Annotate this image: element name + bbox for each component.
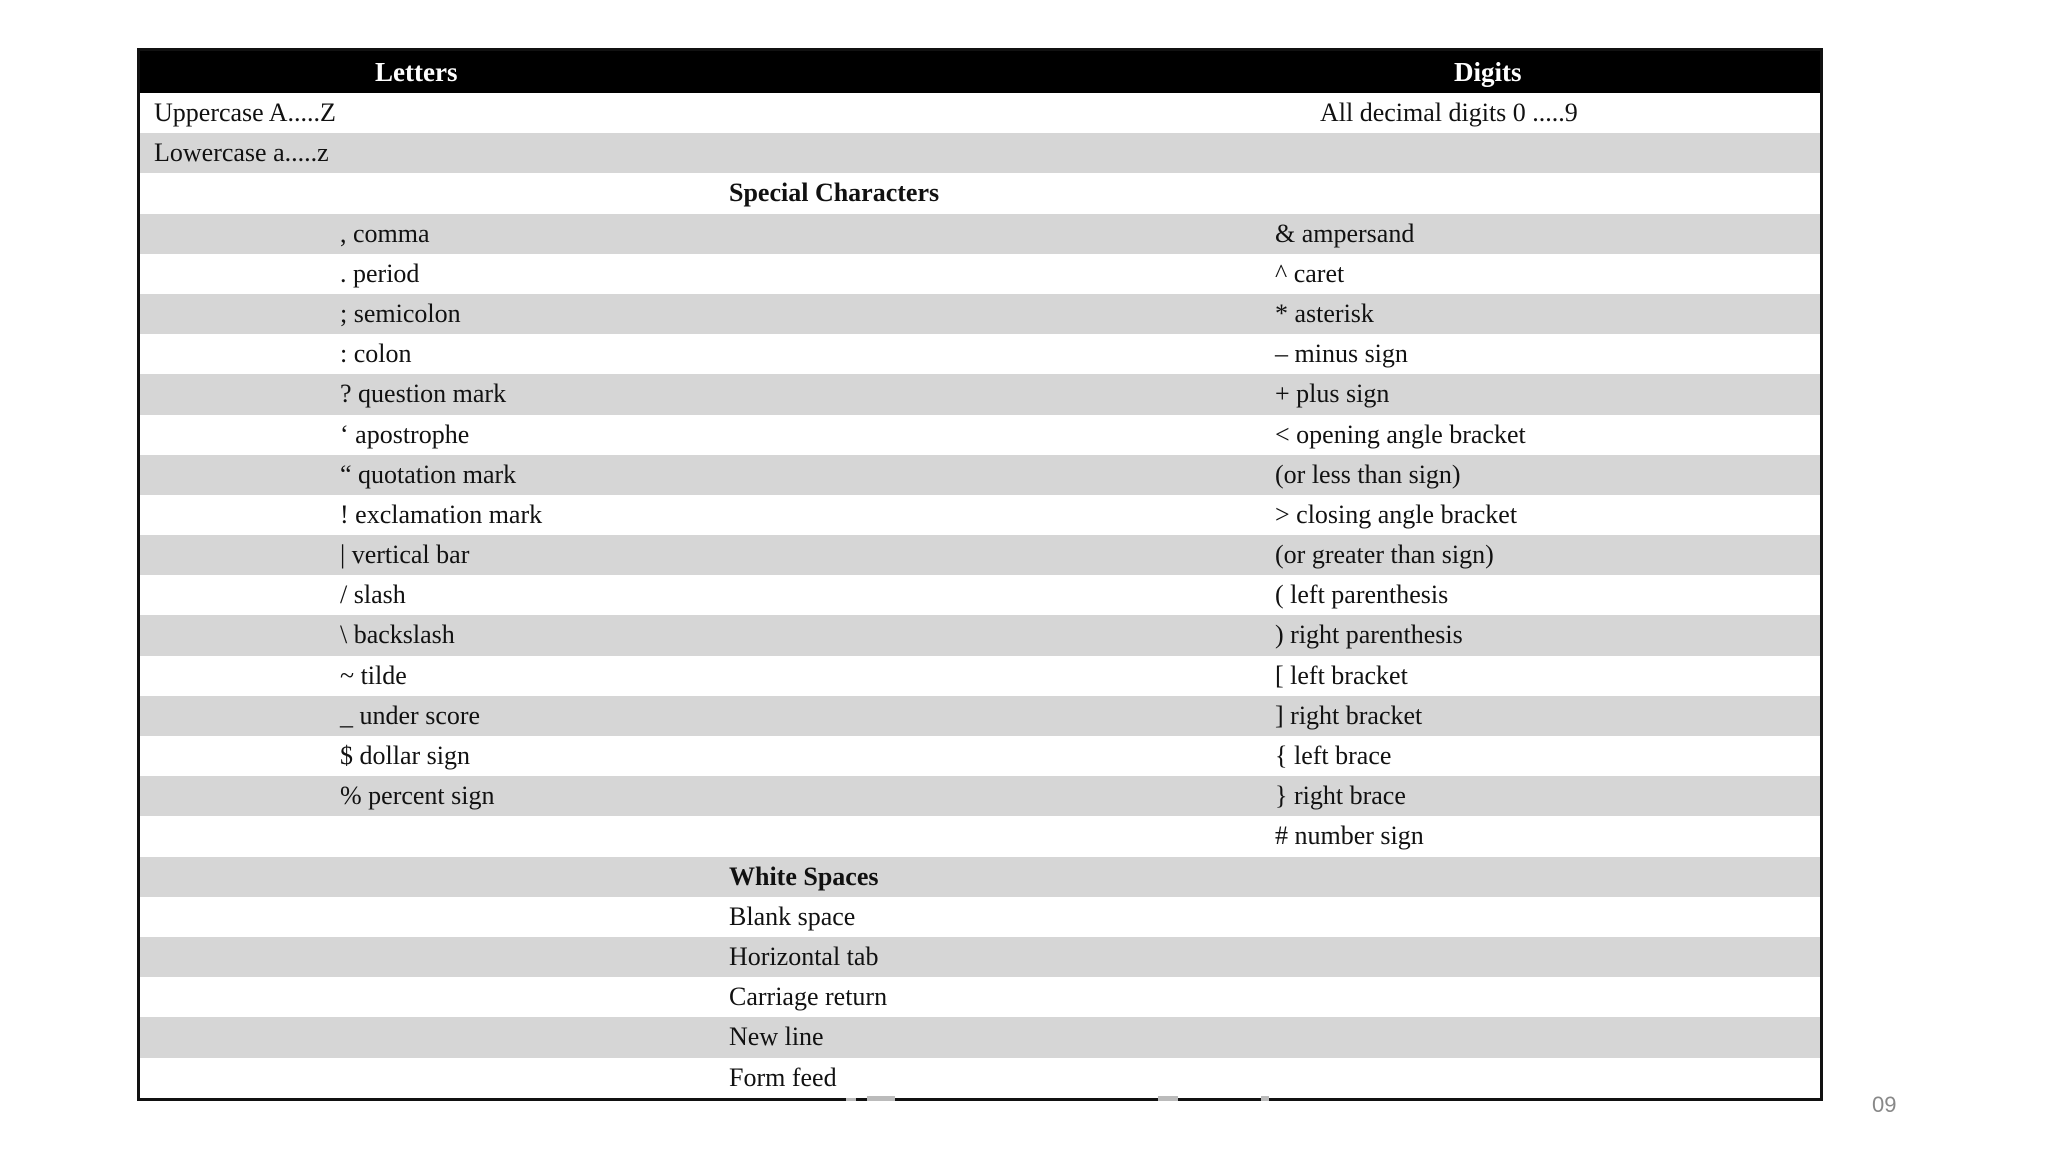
cell-left: : colon: [340, 339, 412, 369]
cell-left: ! exclamation mark: [340, 499, 543, 529]
cell-left: ~ tilde: [340, 660, 407, 690]
header-letters: Letters: [375, 57, 458, 87]
character-set-table: [137, 48, 1823, 1101]
cell-digits: All decimal digits 0 .....9: [1320, 98, 1578, 127]
cell-left: “ quotation mark: [340, 459, 517, 489]
table-header: [140, 51, 1820, 93]
section-row-special-characters: [140, 173, 1820, 213]
cell-letters: Uppercase A.....Z: [154, 98, 336, 127]
table-row: [140, 736, 1820, 776]
cell-right: ) right parenthesis: [1275, 620, 1463, 650]
cell-right: > closing angle bracket: [1275, 499, 1518, 529]
cell-white-space: New line: [729, 1022, 824, 1052]
table-row: [140, 495, 1820, 535]
table-row: [140, 535, 1820, 575]
cell-right: # number sign: [1275, 821, 1424, 851]
table-row: [140, 575, 1820, 615]
cell-right: ( left parenthesis: [1275, 580, 1449, 610]
table-row: [140, 977, 1820, 1017]
cell-left: ? question mark: [340, 379, 507, 409]
table-row: [140, 816, 1820, 856]
cell-left: , comma: [340, 218, 430, 248]
table-row: [140, 93, 1820, 133]
table-row: [140, 214, 1820, 254]
cell-right: } right brace: [1275, 781, 1406, 811]
cell-left: % percent sign: [340, 781, 495, 811]
table-row: [140, 294, 1820, 334]
cell-right: – minus sign: [1275, 339, 1408, 369]
cell-left: . period: [340, 258, 420, 288]
cell-left: ‘ apostrophe: [340, 419, 470, 449]
cell-left: \ backslash: [340, 620, 455, 650]
cell-letters: Lowercase a.....z: [154, 138, 329, 168]
cell-left: / slash: [340, 580, 406, 610]
cell-right: [ left bracket: [1275, 660, 1408, 690]
cell-white-space: Horizontal tab: [729, 941, 879, 971]
obscured-footer-text: [830, 1096, 1270, 1110]
table-row: [140, 656, 1820, 696]
cell-right: (or less than sign): [1275, 459, 1461, 489]
table-row: [140, 254, 1820, 294]
cell-right: * asterisk: [1275, 298, 1374, 328]
cell-right: (or greater than sign): [1275, 540, 1494, 570]
cell-right: ] right bracket: [1275, 700, 1423, 730]
section-row-white-spaces: [140, 857, 1820, 897]
page-number: 09: [1872, 1092, 1897, 1117]
table-row: [140, 696, 1820, 736]
table-row: [140, 1017, 1820, 1057]
table-row: [140, 615, 1820, 655]
table-row: [140, 415, 1820, 455]
section-title: White Spaces: [729, 861, 879, 891]
cell-left: _ under score: [340, 700, 481, 730]
table-row: [140, 374, 1820, 414]
cell-right: ^ caret: [1275, 258, 1345, 288]
section-title: Special Characters: [729, 178, 940, 208]
cell-white-space: Blank space: [729, 901, 856, 931]
cell-white-space: Form feed: [729, 1062, 837, 1092]
header-digits: Digits: [1454, 57, 1522, 87]
table-row: [140, 776, 1820, 816]
table-row: [140, 455, 1820, 495]
table-row: [140, 1058, 1820, 1098]
cell-white-space: Carriage return: [729, 982, 888, 1012]
table-row: [140, 897, 1820, 937]
table-row: [140, 133, 1820, 173]
cell-left: $ dollar sign: [340, 741, 470, 770]
table-row: [140, 334, 1820, 374]
cell-left: ; semicolon: [340, 298, 461, 328]
cell-right: < opening angle bracket: [1275, 419, 1526, 449]
cell-right: & ampersand: [1275, 218, 1415, 248]
cell-left: | vertical bar: [340, 540, 470, 570]
cell-right: { left brace: [1275, 741, 1392, 770]
footer-text-fragments: [830, 1096, 1270, 1110]
table-row: [140, 937, 1820, 977]
cell-right: + plus sign: [1275, 379, 1390, 409]
